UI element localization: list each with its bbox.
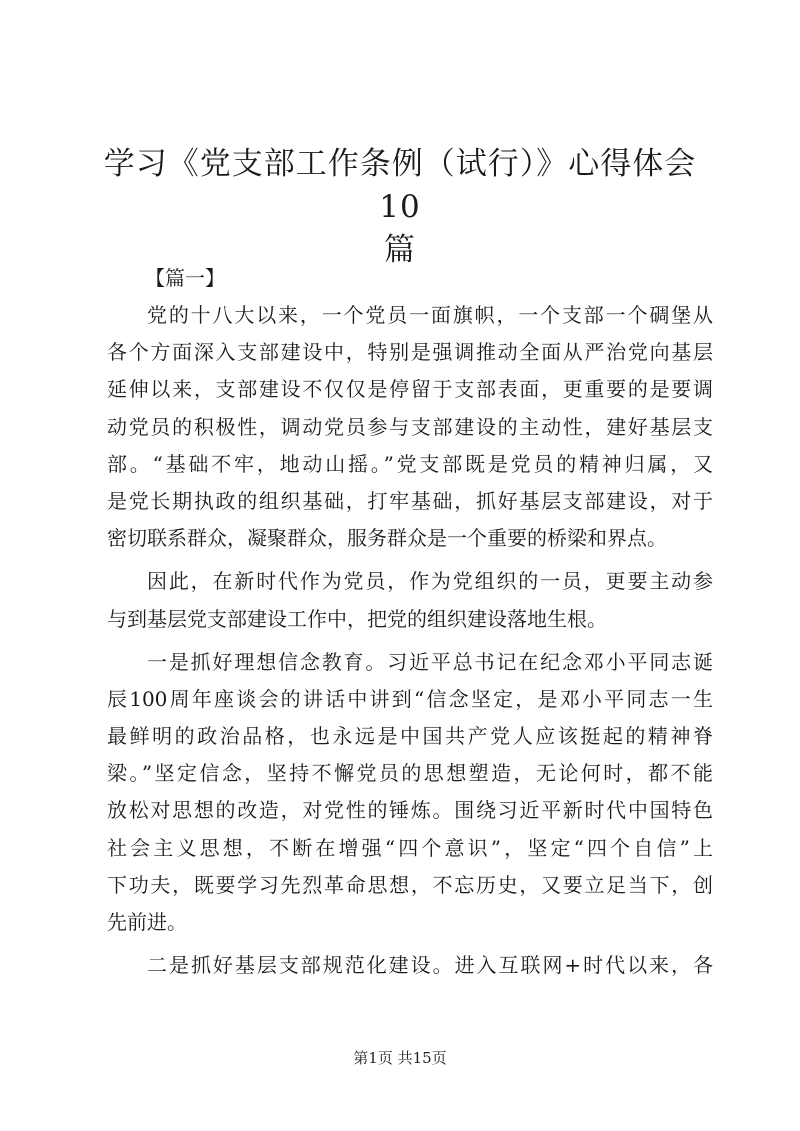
paragraph-line: 与到基层党支部建设工作中，把党的组织建设落地生根。 <box>107 606 607 631</box>
paragraph-line: 二是抓好基层支部规范化建设。进入互联网+时代以来，各 <box>147 953 713 978</box>
paragraph-2 <box>107 563 713 637</box>
page-indicator: 第1页 共15页 <box>353 1049 447 1067</box>
paragraph-line: 是党长期执政的组织基础，打牢基础，抓好基层支部建设，对于 <box>107 488 713 513</box>
paragraph-line: 放松对思想的改造，对党性的锤炼。围绕习近平新时代中国特色 <box>107 798 713 823</box>
document-title <box>100 143 700 272</box>
paragraph-line: 因此，在新时代作为党员，作为党组织的一员，更要主动参 <box>147 569 713 594</box>
section-label: 【篇一】 <box>145 266 225 290</box>
document-body <box>107 259 713 984</box>
paragraph-line: 动党员的积极性，调动党员参与支部建设的主动性，建好基层支 <box>107 414 713 439</box>
paragraph-line: 先前进。 <box>107 910 187 934</box>
paragraph-line: 一是抓好理想信念教育。习近平总书记在纪念邓小平同志诞 <box>147 649 713 674</box>
paragraph-line: 各个方面深入支部建设中，特别是强调推动全面从严治党向基层 <box>107 340 713 365</box>
title-line-2: 篇 <box>384 232 416 268</box>
paragraph-line: 梁。”坚定信念，坚持不懈党员的思想塑造，无论何时，都不能 <box>107 761 713 786</box>
paragraph-line: 党的十八大以来，一个党员一面旗帜，一个支部一个碉堡从 <box>147 303 713 327</box>
paragraph-line: 部。“基础不牢，地动山摇。”党支部既是党员的精神归属，又 <box>107 451 713 476</box>
paragraph-line: 延伸以来，支部建设不仅仅是停留于支部表面，更重要的是要调 <box>107 377 713 402</box>
paragraph-3 <box>107 644 713 942</box>
paragraph-line: 下功夫，既要学习先烈革命思想，不忘历史，又要立足当下，创 <box>107 872 713 897</box>
paragraph-line: 密切联系群众，凝聚群众，服务群众是一个重要的桥梁和界点。 <box>107 526 667 551</box>
paragraph-line: 社会主义思想，不断在增强“四个意识”，坚定“四个自信”上 <box>107 835 713 860</box>
page-footer <box>0 1048 800 1068</box>
paragraph-1 <box>107 297 713 557</box>
title-line-1: 学习《党支部工作条例（试行）》心得体会10 <box>103 146 697 225</box>
paragraph-line: 最鲜明的政治品格，也永远是中国共产党人应该挺起的精神脊 <box>107 724 713 749</box>
paragraph-line: 辰100周年座谈会的讲话中讲到“信念坚定，是邓小平同志一生 <box>107 686 713 711</box>
paragraph-4 <box>107 947 713 984</box>
